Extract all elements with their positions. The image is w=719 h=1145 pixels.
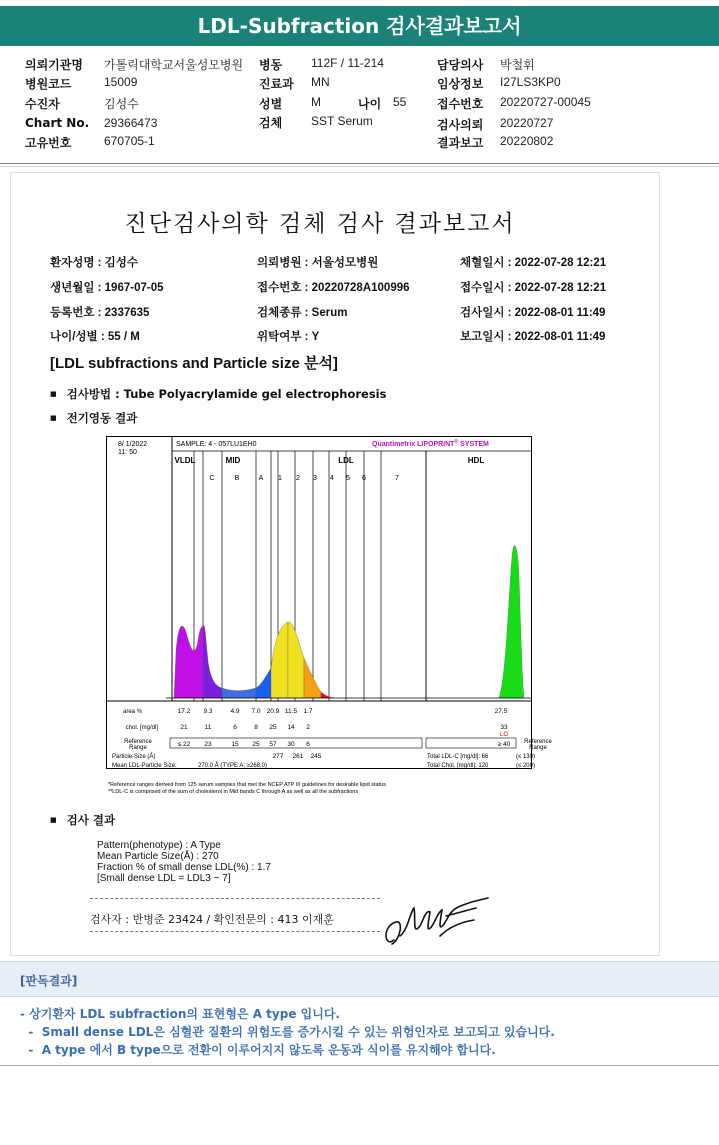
area-value: 17.2 <box>177 708 191 715</box>
ref-value: 57 <box>269 741 277 748</box>
group-label: MID <box>225 456 241 465</box>
signoff-rule-bottom <box>90 931 380 932</box>
specimen-value: SST Serum <box>311 114 373 128</box>
band-label: B <box>234 475 240 482</box>
chart-brand: Quantimetrix LIPOPRINT® SYSTEM <box>372 439 489 448</box>
registration-no: 등록번호 : 2337635 <box>50 307 150 319</box>
judgment-line-2: - Small dense LDL은 심혈관 질환의 위험도를 증가시킬 수 있는 위험인자로 보고되고 있습니다. <box>20 1025 555 1039</box>
area-value: 1.7 <box>303 708 313 715</box>
ref-label-1: Reference <box>124 739 152 745</box>
band-label: 3 <box>313 475 317 482</box>
footnote-1: *Reference ranges derived from 125 serum samples that met the NCEP ATP III guidelines for desirable lipid status <box>108 782 386 788</box>
judgment-line-3: - A type 에서 B type으로 전환이 이루어지지 않도록 운동과 식이를 유지해야 합니다. <box>20 1043 496 1057</box>
clinical-label: 임상정보 <box>437 77 484 91</box>
band-label: 1 <box>278 475 282 482</box>
patient-name: 환자성명 : 김성수 <box>50 257 138 269</box>
accession-no: 접수번호 : 20220728A100996 <box>257 282 410 294</box>
report-time: 보고일시 : 2022-08-01 11:49 <box>460 331 606 343</box>
band-label: A <box>258 475 264 482</box>
chol-value: 2 <box>306 724 310 731</box>
lipoprint-chart <box>106 436 552 798</box>
specimen-type: 검체종류 : Serum <box>257 307 348 319</box>
referring-hospital: 의뢰병원 : 서울성모병원 <box>257 257 379 269</box>
area-value: 27.5 <box>494 708 508 715</box>
band-label: C <box>209 475 215 482</box>
band-label: 2 <box>296 475 300 482</box>
band-label: 5 <box>346 475 350 482</box>
ref-label-2: Range <box>129 745 147 751</box>
area-value: 9.3 <box>203 708 213 715</box>
mean-size-value: 270.0 Å (TYPE A; ≥268.0) <box>198 763 267 769</box>
chol-value: 14 <box>287 724 295 731</box>
receipt-no-label: 접수번호 <box>437 97 484 111</box>
mean-size-label: Mean LDL-Particle Size: <box>112 763 177 769</box>
chart-sample: SAMPLE: 4 - 057LU1EH0 <box>176 441 257 448</box>
age-value: 55 <box>393 95 407 109</box>
chol-label: chol. [mg/dl] <box>125 725 158 731</box>
result-fraction: Fraction % of small dense LDL(%) : 1.7 <box>97 862 271 873</box>
hospital-code-value: 15009 <box>104 75 138 89</box>
age-sex: 나이/성별 : 55 / M <box>50 331 140 343</box>
chart-frame <box>107 437 532 769</box>
area-label: area % <box>122 709 142 715</box>
area-value: 11.5 <box>284 708 298 715</box>
judgment-label: [판독결과] <box>20 974 78 988</box>
particle-size-value: 245 <box>310 753 322 760</box>
result-label: ■ 검사 결과 <box>50 812 115 828</box>
hospital-code-label: 병원코드 <box>25 77 72 91</box>
report-value: 20220802 <box>500 134 554 148</box>
particle-size-value: 261 <box>292 753 304 760</box>
result-pattern: Pattern(phenotype) : A Type <box>97 840 221 851</box>
area-value: 20.9 <box>266 708 280 715</box>
test-time: 검사일시 : 2022-08-01 11:49 <box>460 307 606 319</box>
ward-value: 112F / 11-214 <box>311 56 384 70</box>
total-chol-ref: (≤ 200) <box>516 763 535 769</box>
chol-value: 6 <box>233 724 237 731</box>
chol-value: 33 <box>500 724 508 731</box>
chol-value: 11 <box>204 724 212 731</box>
recipient-label: 수진자 <box>25 97 60 111</box>
dept-label: 진료과 <box>259 77 294 91</box>
chol-value: 8 <box>254 724 258 731</box>
method-line: ■ 검사방법 : Tube Polyacrylamide gel electrophoresis <box>50 386 386 402</box>
ref-value: 23 <box>204 741 212 748</box>
ref-value: ≤ 22 <box>177 741 191 748</box>
band-label: 4 <box>330 475 334 482</box>
ref-value: 25 <box>252 741 260 748</box>
area-value: 4.9 <box>230 708 240 715</box>
clinical-value: I27LS3KP0 <box>500 75 561 89</box>
band-label: 6 <box>362 475 366 482</box>
unique-no-label: 고유번호 <box>25 136 72 150</box>
specimen-label: 검체 <box>259 116 283 130</box>
report-label: 결과보고 <box>437 136 484 150</box>
footnote-2: **LDL-C is comprised of the sum of cholesterol in Mid bands C through A as well as all the subfractions <box>108 789 359 795</box>
group-label: HDL <box>467 456 485 465</box>
chart-date: 8/ 1/2022 <box>118 441 148 448</box>
age-label: 나이 <box>358 97 382 111</box>
signoff-rule-top <box>90 898 380 899</box>
report-header-title: LDL-Subfraction 검사결과보고서 <box>0 6 719 46</box>
doctor-value: 박철휘 <box>500 58 535 72</box>
group-label: VLDL <box>174 456 196 465</box>
judgment-header-bar <box>0 961 719 997</box>
group-label: LDL <box>338 456 354 465</box>
result-definition: [Small dense LDL = LDL3 ~ 7] <box>97 873 231 884</box>
chol-value: 21 <box>180 724 188 731</box>
ref-label-2-right: Range <box>529 745 547 751</box>
ref-value: 6 <box>306 741 310 748</box>
header-divider-2 <box>0 166 719 167</box>
sex-label: 성별 <box>259 97 283 111</box>
chol-value: 25 <box>269 724 277 731</box>
institution-label: 의뢰기관명 <box>25 58 83 72</box>
recipient-value: 김성수 <box>104 97 139 111</box>
hdl-flag: LO <box>499 732 509 738</box>
request-value: 20220727 <box>500 116 554 130</box>
hdl-ref-value: ≥ 40 <box>497 741 511 748</box>
particle-size-label: Particle-Size (Å) <box>112 754 156 760</box>
unique-no-value: 670705-1 <box>104 134 155 148</box>
area-value: 7.0 <box>251 708 261 715</box>
signoff: 검사자 : 반병준 23424 / 확인전문의 : 413 이재훈 <box>90 913 334 926</box>
report-title: 진단검사의학 검체 검사 결과보고서 <box>124 211 516 237</box>
judgment-line-1: - 상기환자 LDL subfraction의 표현형은 A type 입니다. <box>20 1007 340 1021</box>
ward-label: 병동 <box>259 58 283 72</box>
band-label: 7 <box>395 475 399 482</box>
birth-date: 생년월일 : 1967-07-05 <box>50 282 164 294</box>
header-divider <box>0 163 719 164</box>
electrophoresis-label: ■ 전기영동 결과 <box>50 410 137 426</box>
collection-time: 채혈일시 : 2022-07-28 12:21 <box>460 257 607 269</box>
total-ldl: Total LDL-C [mg/dl]: 66 <box>427 754 489 760</box>
ref-label-1-right: Reference <box>524 739 552 745</box>
particle-size-value: 277 <box>272 753 284 760</box>
chart-no-label: Chart No. <box>25 116 90 130</box>
doctor-label: 담당의사 <box>437 58 484 72</box>
sex-value: M <box>311 95 321 109</box>
ref-value: 30 <box>287 741 295 748</box>
chart-time: 11: 50 <box>118 449 137 456</box>
section-title: [LDL subfractions and Particle size 분석] <box>50 355 338 372</box>
total-ldl-ref: (≤ 130) <box>516 754 535 760</box>
signature-image <box>380 896 492 954</box>
result-mean-size: Mean Particle Size(Å) : 270 <box>97 851 219 862</box>
receipt-no-value: 20220727-00045 <box>500 95 591 109</box>
consignment: 위탁여부 : Y <box>257 331 320 343</box>
total-chol: Total Chol. [mg/dl]: 120 <box>427 763 489 769</box>
chart-no-value: 29366473 <box>104 116 158 130</box>
request-label: 검사의뢰 <box>437 118 484 132</box>
receipt-time: 접수일시 : 2022-07-28 12:21 <box>460 282 607 294</box>
dept-value: MN <box>311 75 330 89</box>
bottom-divider <box>0 1065 719 1066</box>
institution-value: 가톨릭대학교서울성모병원 <box>104 58 244 72</box>
ref-value: 15 <box>231 741 239 748</box>
